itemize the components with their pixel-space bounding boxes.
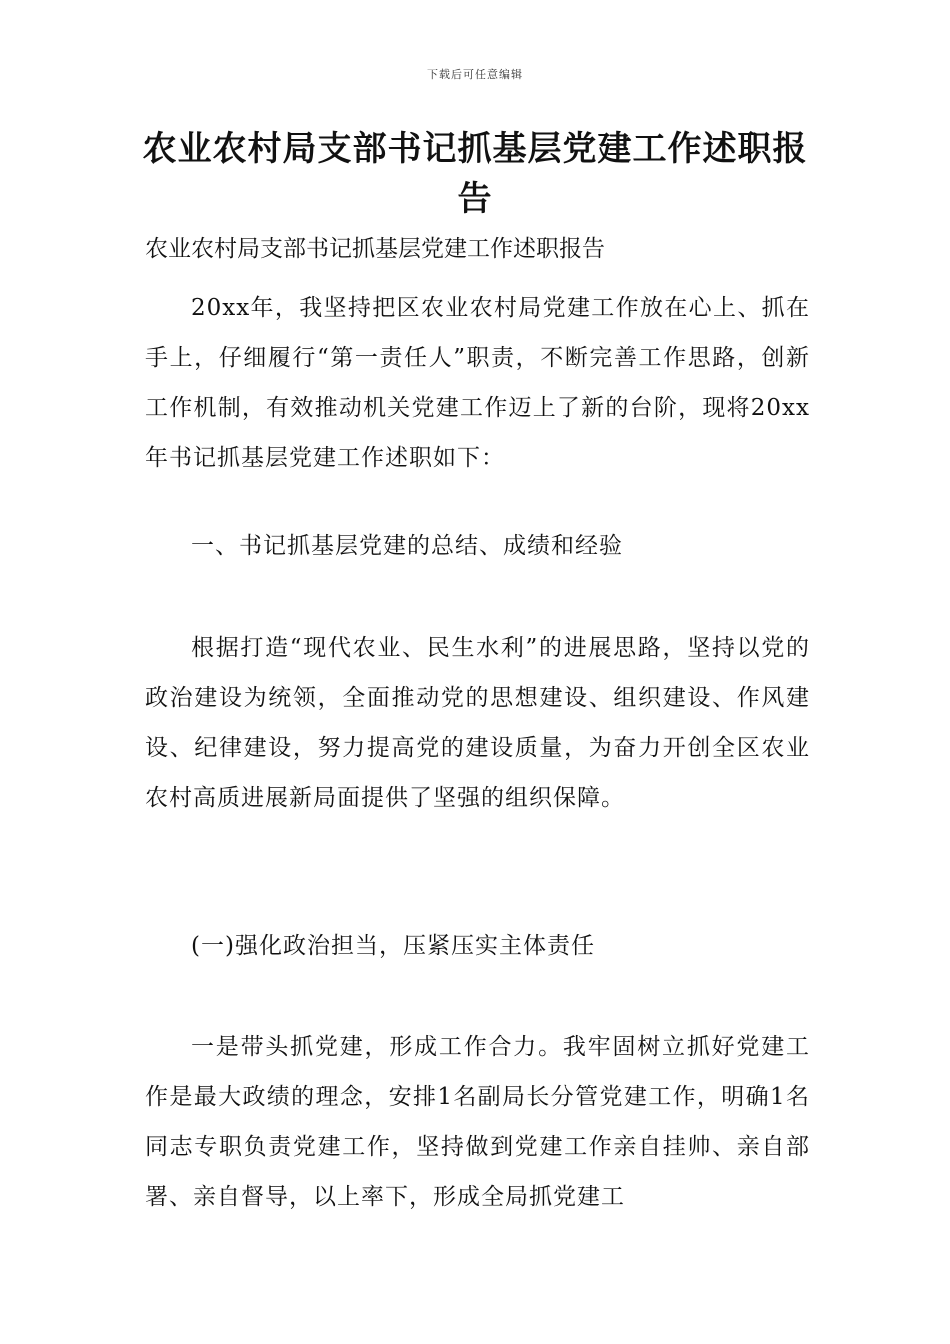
paragraph-intro: 20xx年，我坚持把区农业农村局党建工作放在心上、抓在手上，仔细履行“第一责任人”职责，不断完善工作思路，创新工作机制，有效推动机关党建工作迈上了新的台阶，现将20xx年书记抓基层党建工作述职如下： — [145, 295, 810, 471]
paragraph-section-1: 根据打造“现代农业、民生水利”的进展思路，坚持以党的政治建设为统领，全面推动党的思想建设、组织建设、作风建设、纪律建设，努力提高党的建设质量，为奋力开创全区农业农村高质进展新局面提供了坚强的组织保障。 — [145, 635, 810, 811]
document-title: 农业农村局支部书记抓基层党建工作述职报告 — [142, 129, 808, 219]
header-note: 下载后可任意编辑 — [427, 68, 523, 81]
paragraph-subsection-1: 一是带头抓党建，形成工作合力。我牢固树立抓好党建工作是最大政绩的理念，安排1名副局长分管党建工作，明确1名同志专职负责党建工作，坚持做到党建工作亲自挂帅、亲自部署、亲自督导，以上率下，形成全局抓党建工 — [145, 1034, 810, 1210]
document-subtitle: 农业农村局支部书记抓基层党建工作述职报告 — [145, 236, 605, 262]
section-heading-1: 一、书记抓基层党建的总结、成绩和经验 — [191, 533, 623, 559]
subsection-heading-1: (一)强化政治担当，压紧压实主体责任 — [191, 933, 595, 959]
